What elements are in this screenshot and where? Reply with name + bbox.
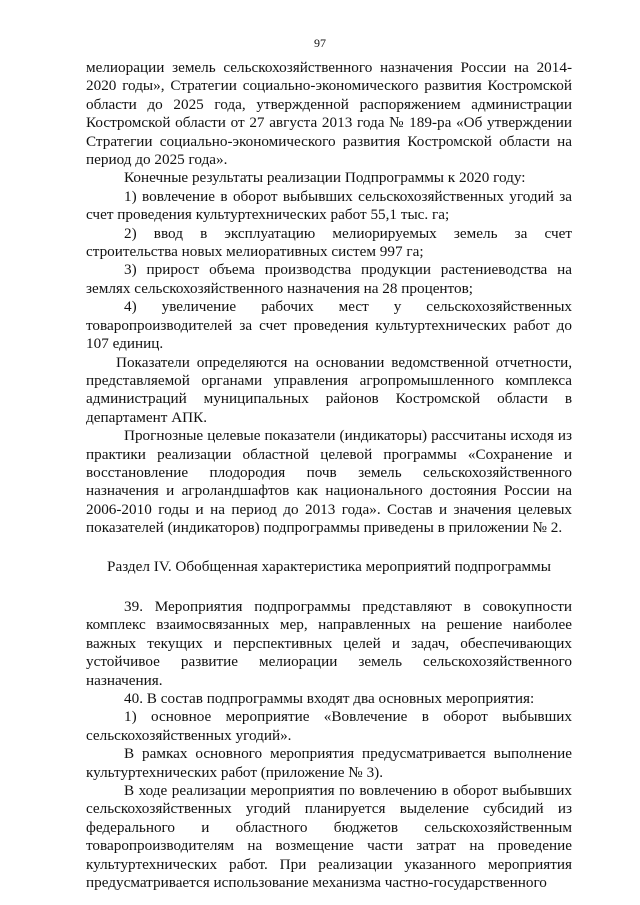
document-body bbox=[86, 59, 572, 892]
paragraph: 39. Мероприятия подпрограммы представляют в совокупности комплекс взаимосвязанных мер, направленных на решение наиболее важных текущих и перспективных целей и задач, обеспечивающих устойчивое развитие мелиорации земель сельскохозяйственного назначения. bbox=[86, 597, 572, 689]
paragraph: мелиорации земель сельскохозяйственного назначения России на 2014-2020 годы», Стратегии социально-экономического развития Костромской области до 2025 года, утвержденной распоряжением администрации Костромской области от 27 августа 2013 года № 189-ра «Об утверждении Стратегии социально-экономического развития Костромской области на период до 2025 года». bbox=[86, 59, 572, 169]
section-heading: Раздел IV. Обобщенная характеристика мероприятий подпрограммы bbox=[107, 557, 551, 575]
list-item: 3) прирост объема производства продукции растениеводства на землях сельскохозяйственного назначения на 28 процентов; bbox=[86, 261, 572, 297]
paragraph: Показатели определяются на основании ведомственной отчетности, представляемой органами управления агропромышленного комплекса администраций муниципальных районов Костромской области в департамент АПК. bbox=[86, 353, 572, 426]
paragraph: В ходе реализации мероприятия по вовлечению в оборот выбывших сельскохозяйственных угодий планируется выделение субсидий из федерального и областного бюджетов сельскохозяйственным товаропроизводителям на возмещение части затрат на проведение культуртехнических работ. При реализации указанного мероприятия предусматривается использование механизма частно-государственного bbox=[86, 782, 572, 892]
paragraph: Конечные результаты реализации Подпрограммы к 2020 году: bbox=[124, 169, 526, 187]
list-item: 4) увеличение рабочих мест у сельскохозяйственных товаропроизводителей за счет проведения культуртехнических работ до 107 единиц. bbox=[86, 298, 572, 353]
paragraph: Прогнозные целевые показатели (индикаторы) рассчитаны исходя из практики реализации областной целевой программы «Сохранение и восстановление плодородия почв земель сельскохозяйственного назначения и агроландшафтов как национального достояния России на 2006-2010 годы и на период до 2013 года». Состав и значения целевых показателей (индикаторов) подпрограммы приведены в приложении № 2. bbox=[86, 427, 572, 537]
paragraph: В рамках основного мероприятия предусматривается выполнение культуртехнических работ (приложение № 3). bbox=[86, 745, 572, 781]
list-item: 2) ввод в эксплуатацию мелиорируемых земель за счет строительства новых мелиоративных систем 997 га; bbox=[86, 224, 572, 261]
list-item: 1) вовлечение в оборот выбывших сельскохозяйственных угодий за счет проведения культуртехнических работ 55,1 тыс. га; bbox=[86, 187, 572, 224]
paragraph: 40. В состав подпрограммы входят два основных мероприятия: bbox=[124, 690, 535, 707]
list-item: 1) основное мероприятие «Вовлечение в оборот выбывших сельскохозяйственных угодий». bbox=[86, 708, 572, 744]
page-number: 97 bbox=[314, 36, 326, 50]
